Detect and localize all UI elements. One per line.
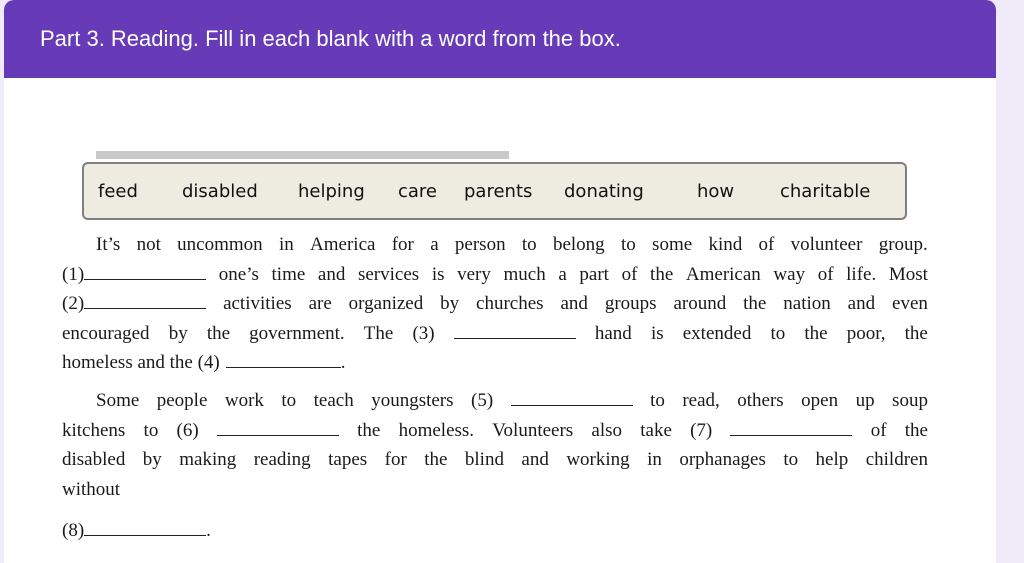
passage-word: It’s	[96, 234, 121, 255]
passage-word: services	[357, 263, 420, 285]
passage-word: of	[817, 263, 834, 285]
passage-word: children	[865, 449, 928, 471]
passage-word: of	[870, 419, 887, 441]
passage-word: people	[156, 389, 208, 411]
passage-word: by	[168, 322, 188, 344]
passage-word: not	[136, 234, 161, 255]
passage-word: to	[143, 419, 159, 441]
passage-word: up	[855, 389, 875, 411]
word-box-item: charitable	[780, 181, 871, 202]
passage-line	[62, 230, 928, 260]
passage-word: work	[224, 389, 264, 411]
passage-line	[62, 445, 928, 475]
passage-word: by	[142, 449, 162, 471]
passage-word: soup	[892, 389, 928, 411]
passage-word: time	[271, 263, 306, 285]
section-header	[4, 0, 996, 78]
passage-word: tapes	[328, 449, 368, 471]
form-card	[4, 0, 996, 563]
passage-word: uncommon	[177, 234, 263, 255]
blank-8: (8) .	[62, 516, 211, 546]
passage-word: the	[424, 449, 448, 471]
passage-word: disabled	[62, 449, 126, 471]
blank-3	[454, 319, 576, 349]
passage-word: life.	[846, 263, 877, 285]
passage-word: poor,	[846, 322, 886, 344]
passage-word: working	[566, 449, 630, 471]
passage-word: group.	[878, 234, 928, 255]
passage-word: (3)	[412, 322, 435, 344]
passage-word: kind	[708, 234, 743, 255]
passage-word: (5)	[471, 389, 494, 411]
passage-word: the	[743, 293, 767, 315]
passage-word: to	[783, 449, 799, 471]
passage-word: America	[310, 234, 376, 255]
passage-word: to	[281, 389, 297, 411]
blank-6	[217, 416, 339, 446]
passage-word: encouraged	[62, 322, 150, 344]
passage-word: help	[815, 449, 849, 471]
blank-4: .	[226, 348, 346, 378]
passage-word: activities	[223, 293, 292, 315]
divider	[96, 151, 509, 159]
passage-word: American	[685, 263, 761, 285]
word-box	[82, 162, 907, 220]
passage-word: and	[317, 263, 346, 285]
passage-line	[62, 386, 928, 416]
passage-line	[62, 475, 928, 505]
passage-word: open	[801, 389, 839, 411]
passage-word: also	[591, 419, 623, 441]
passage-line	[62, 319, 928, 349]
passage-word: teach	[313, 389, 354, 411]
passage-word: the	[357, 419, 381, 441]
passage-word: of	[758, 234, 775, 255]
passage-word: kitchens	[62, 419, 126, 441]
passage-word: organized	[348, 293, 424, 315]
reading-passage	[62, 230, 928, 546]
passage-word: others	[737, 389, 784, 411]
passage-word: and	[560, 293, 588, 315]
passage-word: the	[904, 322, 928, 344]
passage-word: of	[621, 263, 638, 285]
passage-word: is	[650, 322, 664, 344]
passage-word: take	[640, 419, 672, 441]
blank-5	[511, 386, 633, 416]
passage-word: the	[650, 263, 674, 285]
section-title: Part 3. Reading. Fill in each blank with a word from the box.	[40, 26, 621, 51]
passage-word: Some	[96, 389, 140, 411]
passage-word: orphanages	[679, 449, 766, 471]
passage-word: the	[804, 322, 828, 344]
passage-word: for	[384, 449, 407, 471]
passage-word: read,	[682, 389, 720, 411]
blank-2: (2)	[62, 289, 206, 319]
word-box-item: feed	[98, 181, 138, 202]
word-box-item: donating	[564, 181, 644, 202]
passage-word: homeless.	[398, 419, 475, 441]
passage-text: without	[62, 478, 121, 500]
passage-word: churches	[476, 293, 544, 315]
passage-line	[62, 348, 928, 378]
passage-word: one’s	[218, 263, 259, 285]
passage-word: reading	[253, 449, 311, 471]
passage-word: way	[773, 263, 806, 285]
passage-word: government.	[249, 322, 345, 344]
passage-word: a	[430, 234, 439, 255]
passage-word: part	[579, 263, 609, 285]
word-box-item: care	[398, 181, 438, 202]
word-box-item: how	[697, 181, 735, 202]
passage-word: by	[440, 293, 460, 315]
passage-word: belong	[552, 234, 605, 255]
passage-word: in	[647, 449, 662, 471]
passage-word: (6)	[176, 419, 199, 441]
passage-word: very	[457, 263, 491, 285]
passage-word: youngsters	[371, 389, 454, 411]
passage-word: for	[391, 234, 414, 255]
passage-word: to	[770, 322, 786, 344]
passage-line	[62, 516, 928, 546]
passage-word: volunteer	[790, 234, 863, 255]
passage-word: (7)	[690, 419, 713, 441]
passage-word: nation	[783, 293, 831, 315]
passage-line	[62, 289, 928, 319]
passage-word: hand	[594, 322, 632, 344]
passage-text: homeless and the (4)	[62, 352, 220, 374]
passage-line	[62, 416, 928, 446]
passage-word: a	[558, 263, 567, 285]
passage-word: even	[892, 293, 928, 315]
blank-1: (1)	[62, 260, 206, 290]
word-box-item: disabled	[182, 181, 258, 202]
passage-word: and	[847, 293, 876, 315]
passage-word: is	[431, 263, 445, 285]
passage-word: The	[363, 322, 394, 344]
passage-word: groups	[604, 293, 657, 315]
word-box-item: parents	[464, 181, 533, 202]
passage-word: to	[650, 389, 665, 411]
passage-word: in	[278, 234, 294, 255]
passage-word: to	[521, 234, 537, 255]
passage-word: making	[179, 449, 237, 471]
passage-word: much	[503, 263, 546, 285]
passage-word: some	[652, 234, 693, 255]
passage-word: and	[521, 449, 549, 471]
passage-line	[62, 260, 928, 290]
passage-word: to	[620, 234, 636, 255]
passage-word: Most	[888, 263, 928, 285]
passage-word: blind	[464, 449, 504, 471]
blank-7	[730, 416, 852, 446]
word-box-item: helping	[298, 181, 365, 202]
passage-word: the	[206, 322, 231, 344]
passage-word: the	[904, 419, 928, 441]
passage-word: are	[308, 293, 332, 315]
passage-word: around	[673, 293, 727, 315]
passage-word: Volunteers	[492, 419, 574, 441]
passage-word: extended	[682, 322, 752, 344]
passage-word: person	[454, 234, 506, 255]
